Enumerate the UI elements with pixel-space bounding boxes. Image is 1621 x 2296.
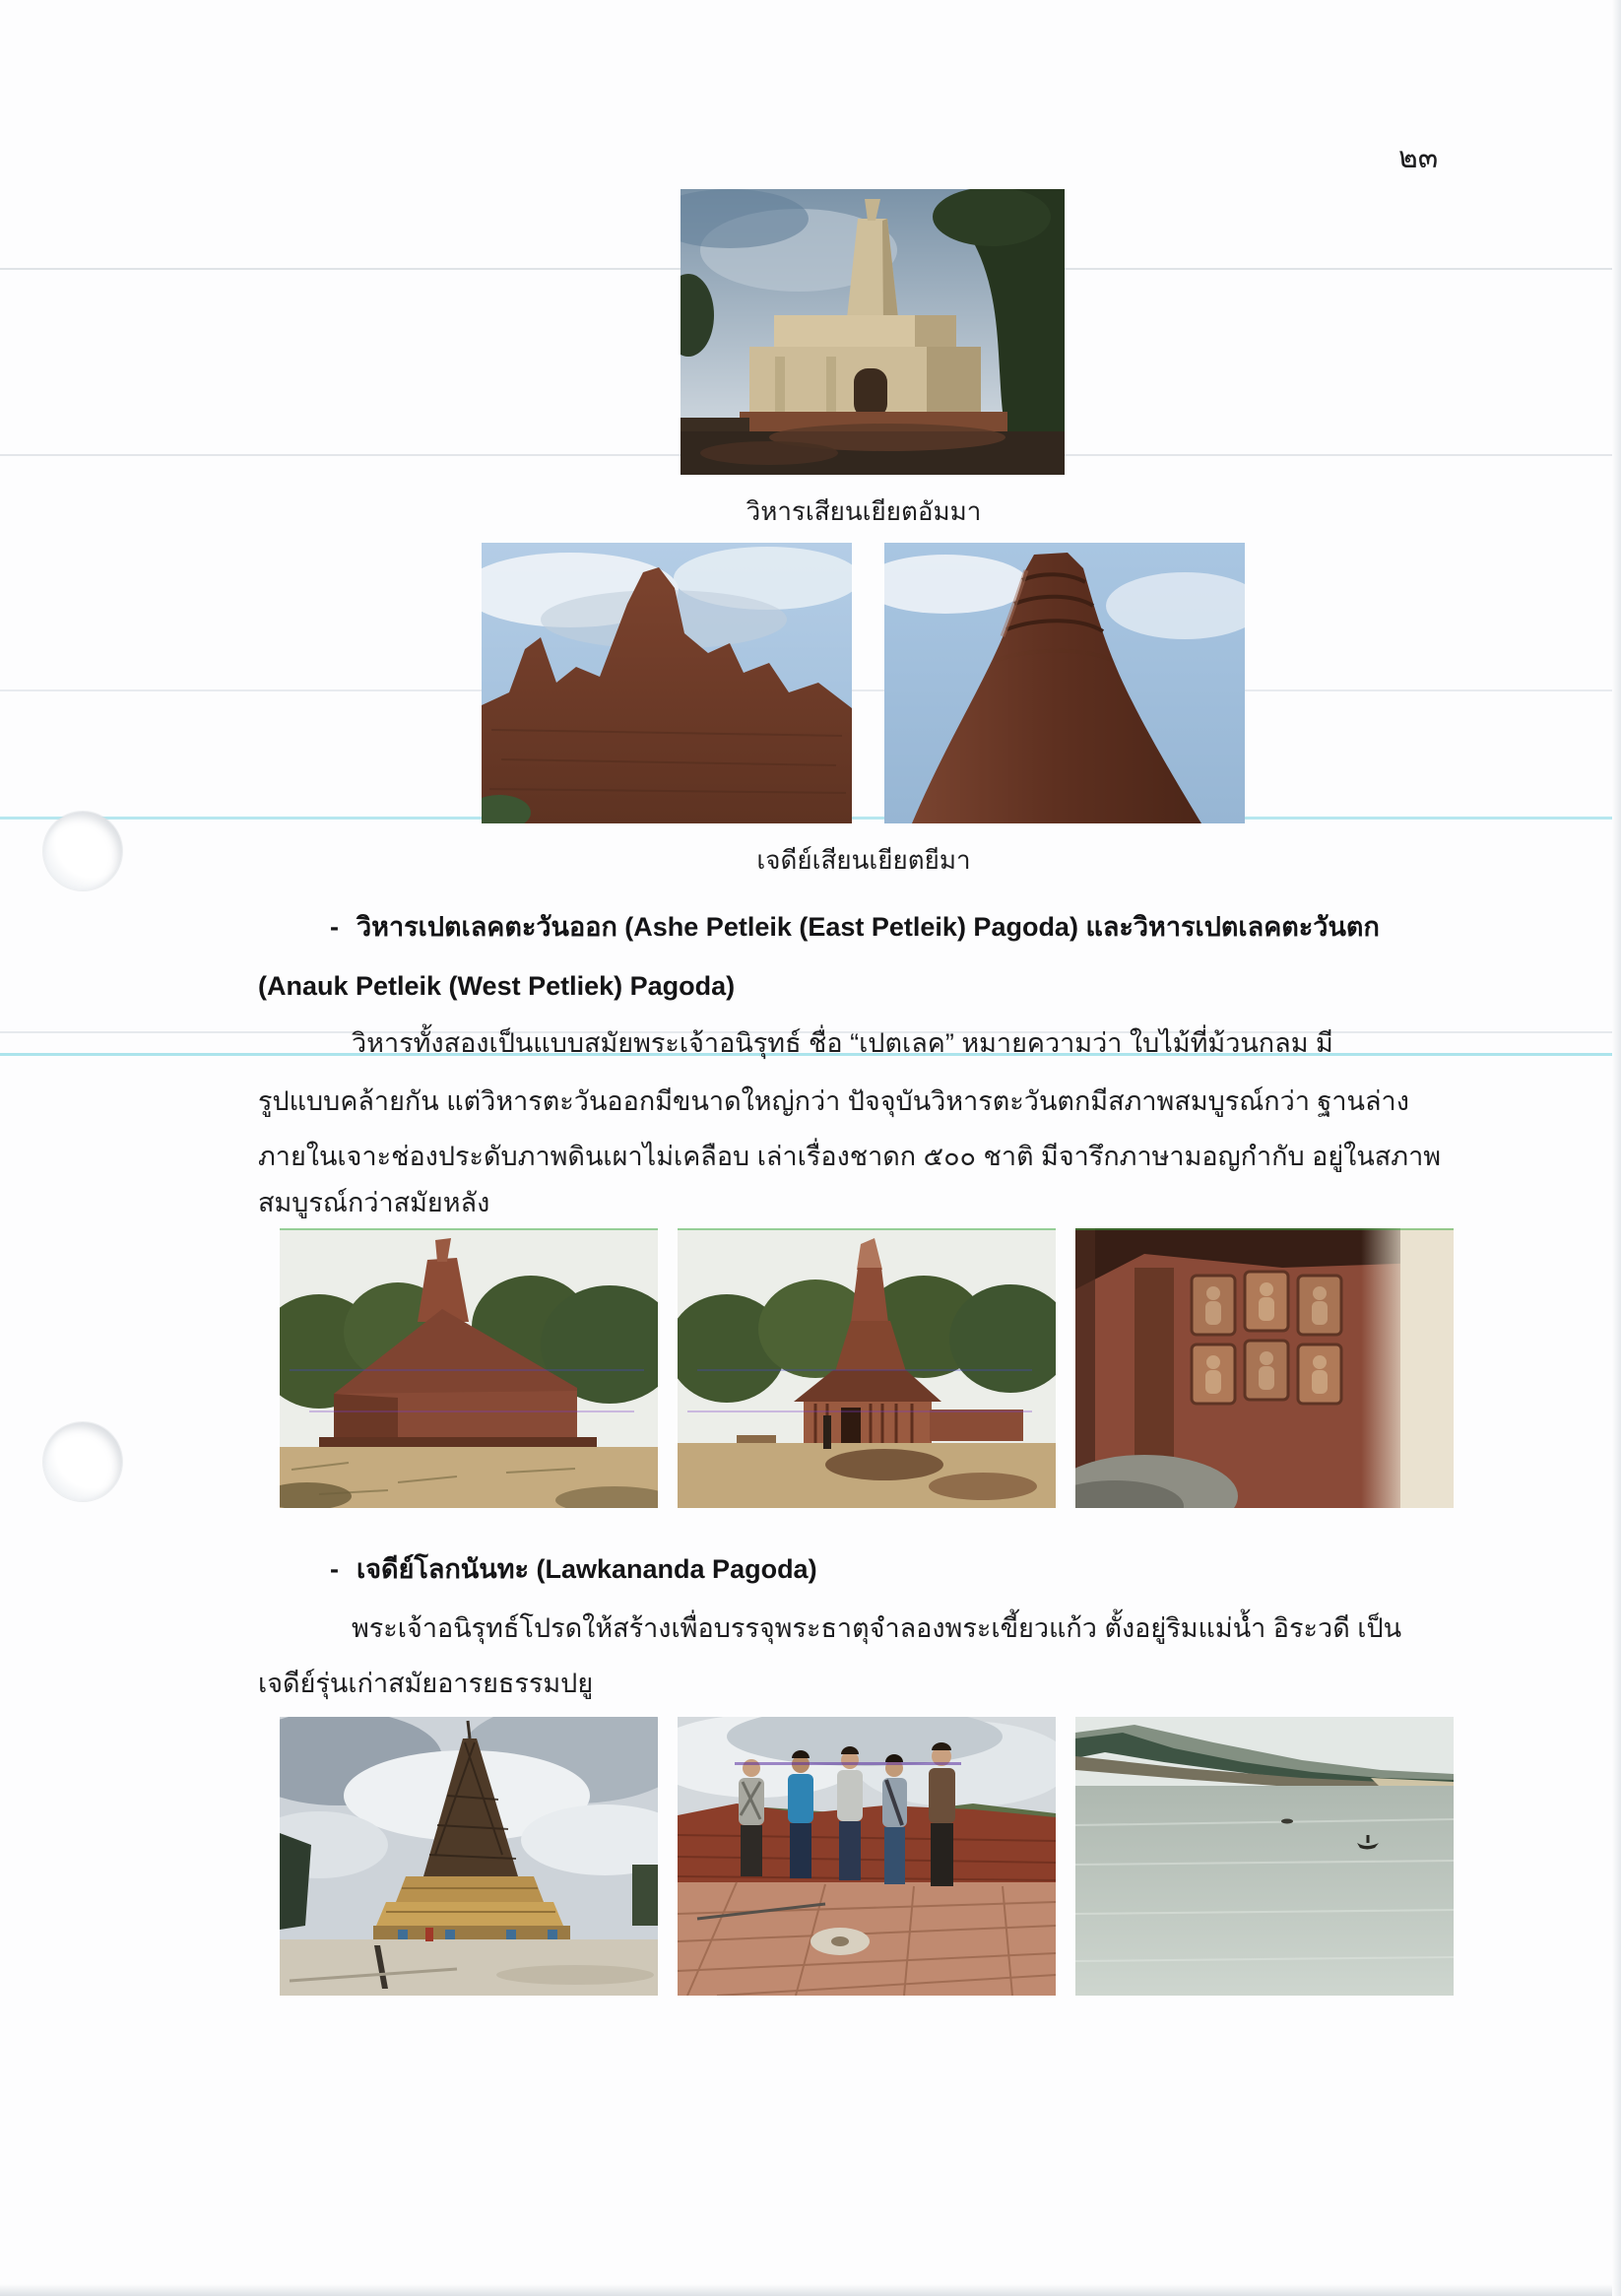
photo-group-on-pagoda-terrace xyxy=(678,1717,1056,1996)
section1-body-line4: สมบูรณ์กว่าสมัยหลัง xyxy=(258,1188,490,1217)
section1-heading-line2: (Anauk Petleik (West Petliek) Pagoda) xyxy=(258,971,736,1001)
section1-body-line3: ภายในเจาะช่องประดับภาพดินเผาไม่เคลือบ เล่าเรื่องชาดก ๕๐๐ ชาติ มีจารึกภาษามอญกำกับ อยู่ในสภาพ xyxy=(258,1142,1442,1171)
photo-lawkananda-pagoda-scaffolding xyxy=(280,1717,658,1996)
photo-seinnyet-nyima-temple xyxy=(482,543,852,823)
section1-body-line2: รูปแบบคล้ายกัน แต่วิหารตะวันออกมีขนาดใหญ่กว่า ปัจจุบันวิหารตะวันตกมีสภาพสมบูรณ์กว่า ฐานล่าง xyxy=(258,1086,1409,1116)
page-bottom-edge xyxy=(0,2284,1621,2296)
photo-terracotta-jataka-plaques xyxy=(1075,1228,1454,1508)
photo-seinnyet-nyima-stupa-closeup xyxy=(884,543,1245,823)
figure-caption-1: วิหารเสียนเยียตอัมมา xyxy=(746,496,982,526)
section2-bullet: - xyxy=(330,1554,339,1584)
page-right-edge xyxy=(1612,0,1621,2296)
section1-body-line1: วิหารทั้งสองเป็นแบบสมัยพระเจ้าอนิรุทธ์ ชื่อ “เปตเลค” หมายความว่า ใบไม้ที่ม้วนกลม มี xyxy=(352,1028,1333,1058)
section2-heading: เจดีย์โลกนันทะ (Lawkananda Pagoda) xyxy=(357,1554,817,1584)
page-number: ๒๓ xyxy=(1398,142,1439,174)
photo-petleik-east-pagoda xyxy=(280,1228,658,1508)
photo-irrawaddy-river xyxy=(1075,1717,1454,1996)
hole-punch xyxy=(43,812,122,890)
figure-caption-2: เจดีย์เสียนเยียตยีมา xyxy=(756,845,971,875)
section1-heading-line1: วิหารเปตเลคตะวันออก (Ashe Petleik (East Petleik) Pagoda) และวิหารเปตเลคตะวันตก xyxy=(357,912,1380,942)
section2-body-line1: พระเจ้าอนิรุทธ์โปรดให้สร้างเพื่อบรรจุพระธาตุจำลองพระเขี้ยวแก้ว ตั้งอยู่ริมแม่น้ำ อิระวดี เป็น xyxy=(352,1613,1402,1643)
photo-seinnyet-ama-vihara xyxy=(681,189,1065,475)
section1-bullet: - xyxy=(330,912,339,942)
photo-petleik-west-pagoda xyxy=(678,1228,1056,1508)
hole-punch xyxy=(43,1422,122,1501)
section2-body-line2: เจดีย์รุ่นเก่าสมัยอารยธรรมปยู xyxy=(258,1669,594,1698)
